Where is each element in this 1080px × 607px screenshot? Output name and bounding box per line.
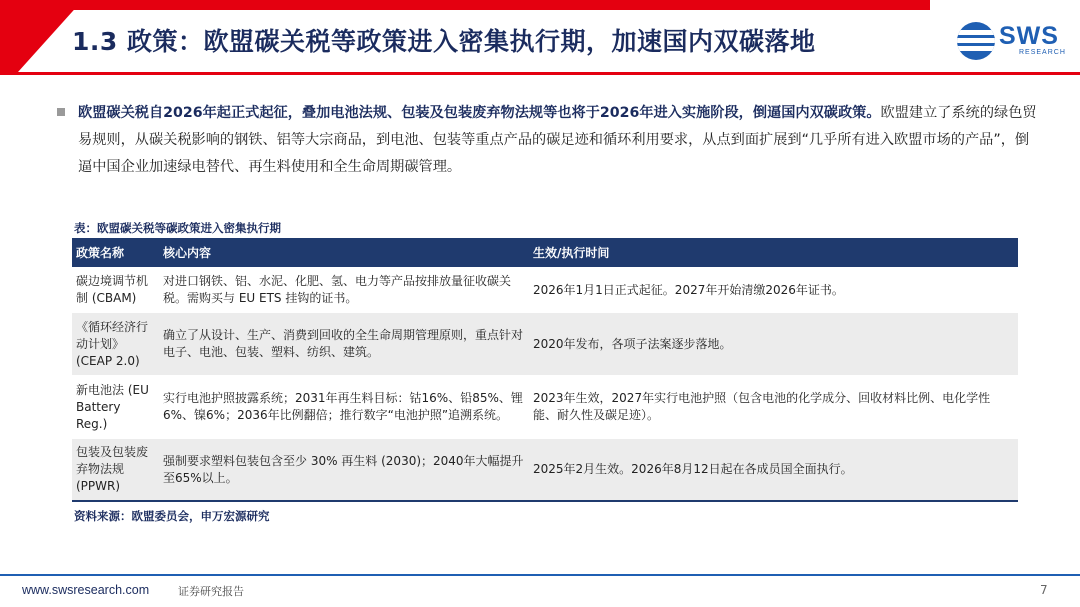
policy-name-cell: 碳边境调节机制 (CBAM): [72, 267, 159, 313]
header-cell-date: 生效/执行时间: [529, 238, 1018, 267]
policy-content-cell: 确立了从设计、生产、消费到回收的全生命周期管理原则，重点针对电子、电池、包装、塑料、纺织、建筑。: [159, 313, 529, 375]
summary-bold-text: 欧盟碳关税自2026年起正式起征，叠加电池法规、包装及包装废弃物法规等也将于2026年进入实施阶段，倒逼国内双碳政策。: [78, 105, 881, 121]
footer-label: 证券研究报告: [178, 585, 244, 598]
policy-name-cell: 新电池法 (EU Battery Reg.): [72, 375, 159, 439]
page-title: 1.3 政策：欧盟碳关税等政策进入密集执行期，加速国内双碳落地: [72, 27, 816, 56]
table-row: [72, 313, 1018, 375]
policy-date-cell: 2020年发布，各项子法案逐步落地。: [529, 313, 1018, 375]
sws-logo: [957, 20, 1067, 62]
policy-name-cell: 包装及包装废弃物法规 (PPWR): [72, 439, 159, 500]
policy-table: [72, 238, 1018, 500]
header: [0, 0, 1080, 80]
policy-content-cell: 对进口钢铁、铝、水泥、化肥、氢、电力等产品按排放量征收碳关税。需购买与 EU ETS 挂钩的证书。: [159, 267, 529, 313]
policy-date-cell: 2023年生效，2027年实行电池护照（包含电池的化学成分、回收材料比例、电化学性能、耐久性及碳足迹）。: [529, 375, 1018, 439]
logo-subtext: RESEARCH: [1019, 49, 1066, 56]
sws-globe-icon: [957, 22, 995, 60]
table-bottom-rule: [72, 500, 1018, 502]
header-divider: [0, 72, 1080, 75]
table-header-row: [72, 238, 1018, 267]
footer-url-link[interactable]: www.swsresearch.com: [22, 583, 150, 597]
footer-divider: [0, 574, 1080, 576]
header-cell-content: 核心内容: [159, 238, 529, 267]
policy-content-cell: 实行电池护照披露系统；2031年再生料目标：钴16%、铅85%、锂6%、镍6%；2036年比例翻倍；推行数字“电池护照”追溯系统。: [159, 375, 529, 439]
table-row: [72, 439, 1018, 500]
table-row: [72, 375, 1018, 439]
policy-date-cell: 2025年2月生效。2026年8月12日起在各成员国全面执行。: [529, 439, 1018, 500]
header-cell-policy: 政策名称: [72, 238, 159, 267]
policy-name-cell: 《循环经济行动计划》(CEAP 2.0): [72, 313, 159, 375]
summary-text: 欧盟建立了系统的绿色贸易规则，从碳关税影响的钢铁、铝等大宗商品，到电池、包装等重点产品的碳足迹和循环利用要求，从点到面扩展到“几乎所有进入欧盟市场的产品”，倒逼中国企业加速绿电替代、再生料使用和全生命周期碳管理。: [78, 105, 1037, 175]
policy-content-cell: 强制要求塑料包装包含至少 30% 再生料 (2030)；2040年大幅提升至65%以上。: [159, 439, 529, 500]
table-row: [72, 267, 1018, 313]
page-number: 7: [1040, 583, 1048, 597]
table-caption: 表：欧盟碳关税等碳政策进入密集执行期: [74, 221, 281, 235]
policy-date-cell: 2026年1月1日正式起征。2027年开始清缴2026年证书。: [529, 267, 1018, 313]
table-source: 资料来源：欧盟委员会，申万宏源研究: [74, 509, 270, 523]
bullet-square-icon: [57, 108, 65, 116]
summary-paragraph: [78, 100, 1040, 181]
logo-text: SWS: [999, 22, 1059, 50]
